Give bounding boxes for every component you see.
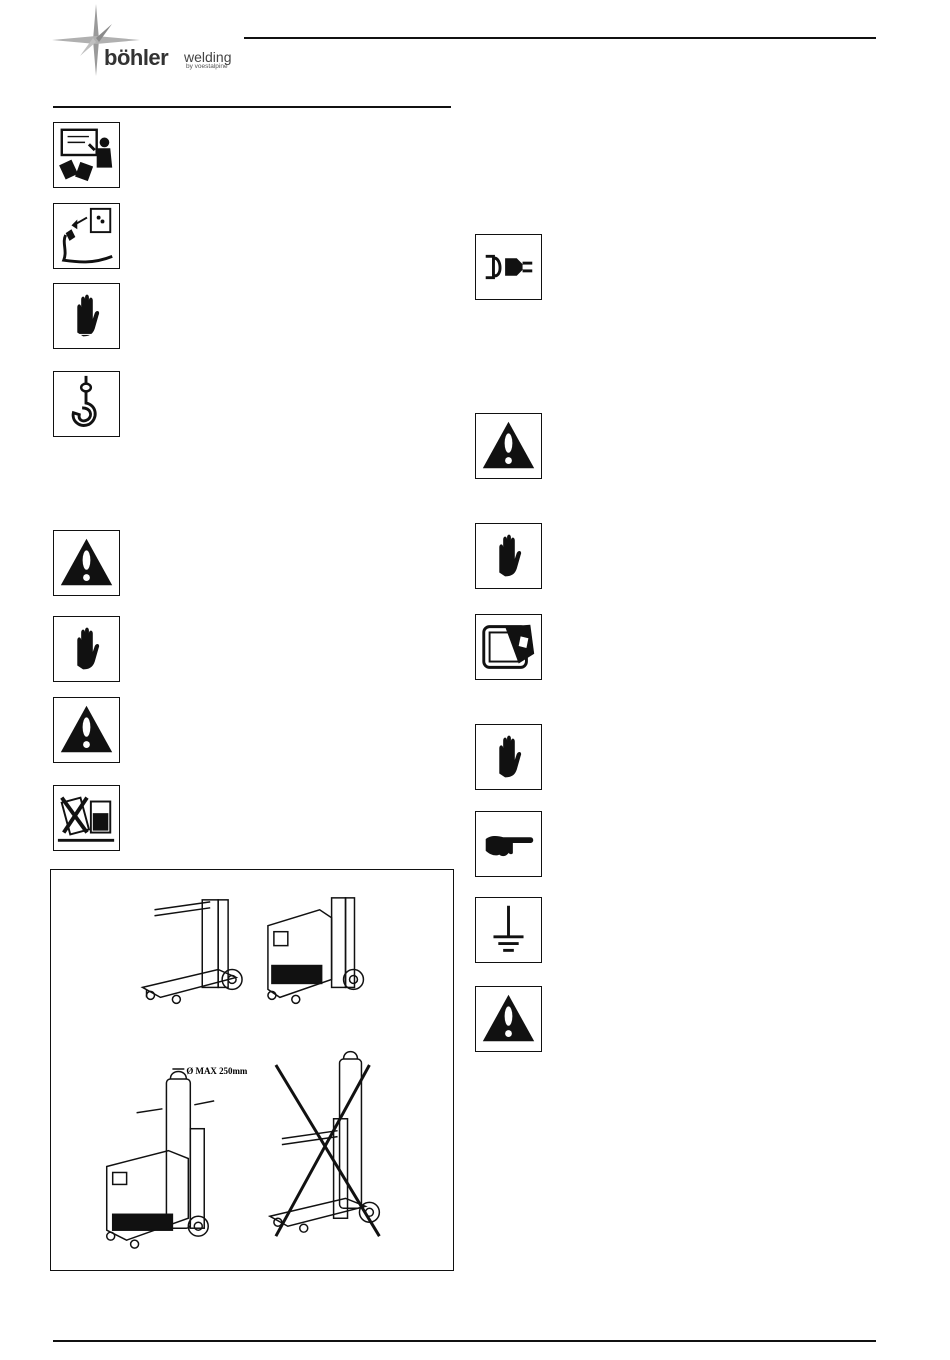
no-tilting-icon (53, 785, 120, 851)
brand-sub: welding (184, 49, 232, 65)
lifting-hook-icon (53, 371, 120, 437)
machine-cover-icon (475, 614, 542, 680)
read-manual-icon (53, 122, 120, 188)
ground-icon (475, 897, 542, 963)
pointing-hand-icon (475, 811, 542, 877)
trolley-with-cylinder-drawing (107, 1069, 214, 1248)
stop-hand-icon (475, 724, 542, 790)
power-plug-icon (475, 234, 542, 300)
footer-rule (53, 1340, 876, 1342)
brand-by: by voestalpine (186, 63, 228, 70)
stop-hand-icon (53, 283, 120, 349)
cylinder-max-label: Ø MAX 250mm (186, 1065, 248, 1076)
stop-hand-icon (475, 523, 542, 589)
warning-triangle-icon (53, 697, 120, 763)
section-rule (53, 106, 451, 108)
trolley-with-machine-drawing (268, 898, 364, 1003)
empty-trolley-drawing (143, 900, 243, 1003)
trolley-assembly-figure (50, 869, 454, 1271)
brand-name: böhler (104, 45, 169, 70)
stop-hand-icon (53, 616, 120, 682)
warning-triangle-icon (475, 413, 542, 479)
warning-triangle-icon (53, 530, 120, 596)
unplug-icon (53, 203, 120, 269)
header-rule (244, 37, 876, 39)
warning-triangle-icon (475, 986, 542, 1052)
